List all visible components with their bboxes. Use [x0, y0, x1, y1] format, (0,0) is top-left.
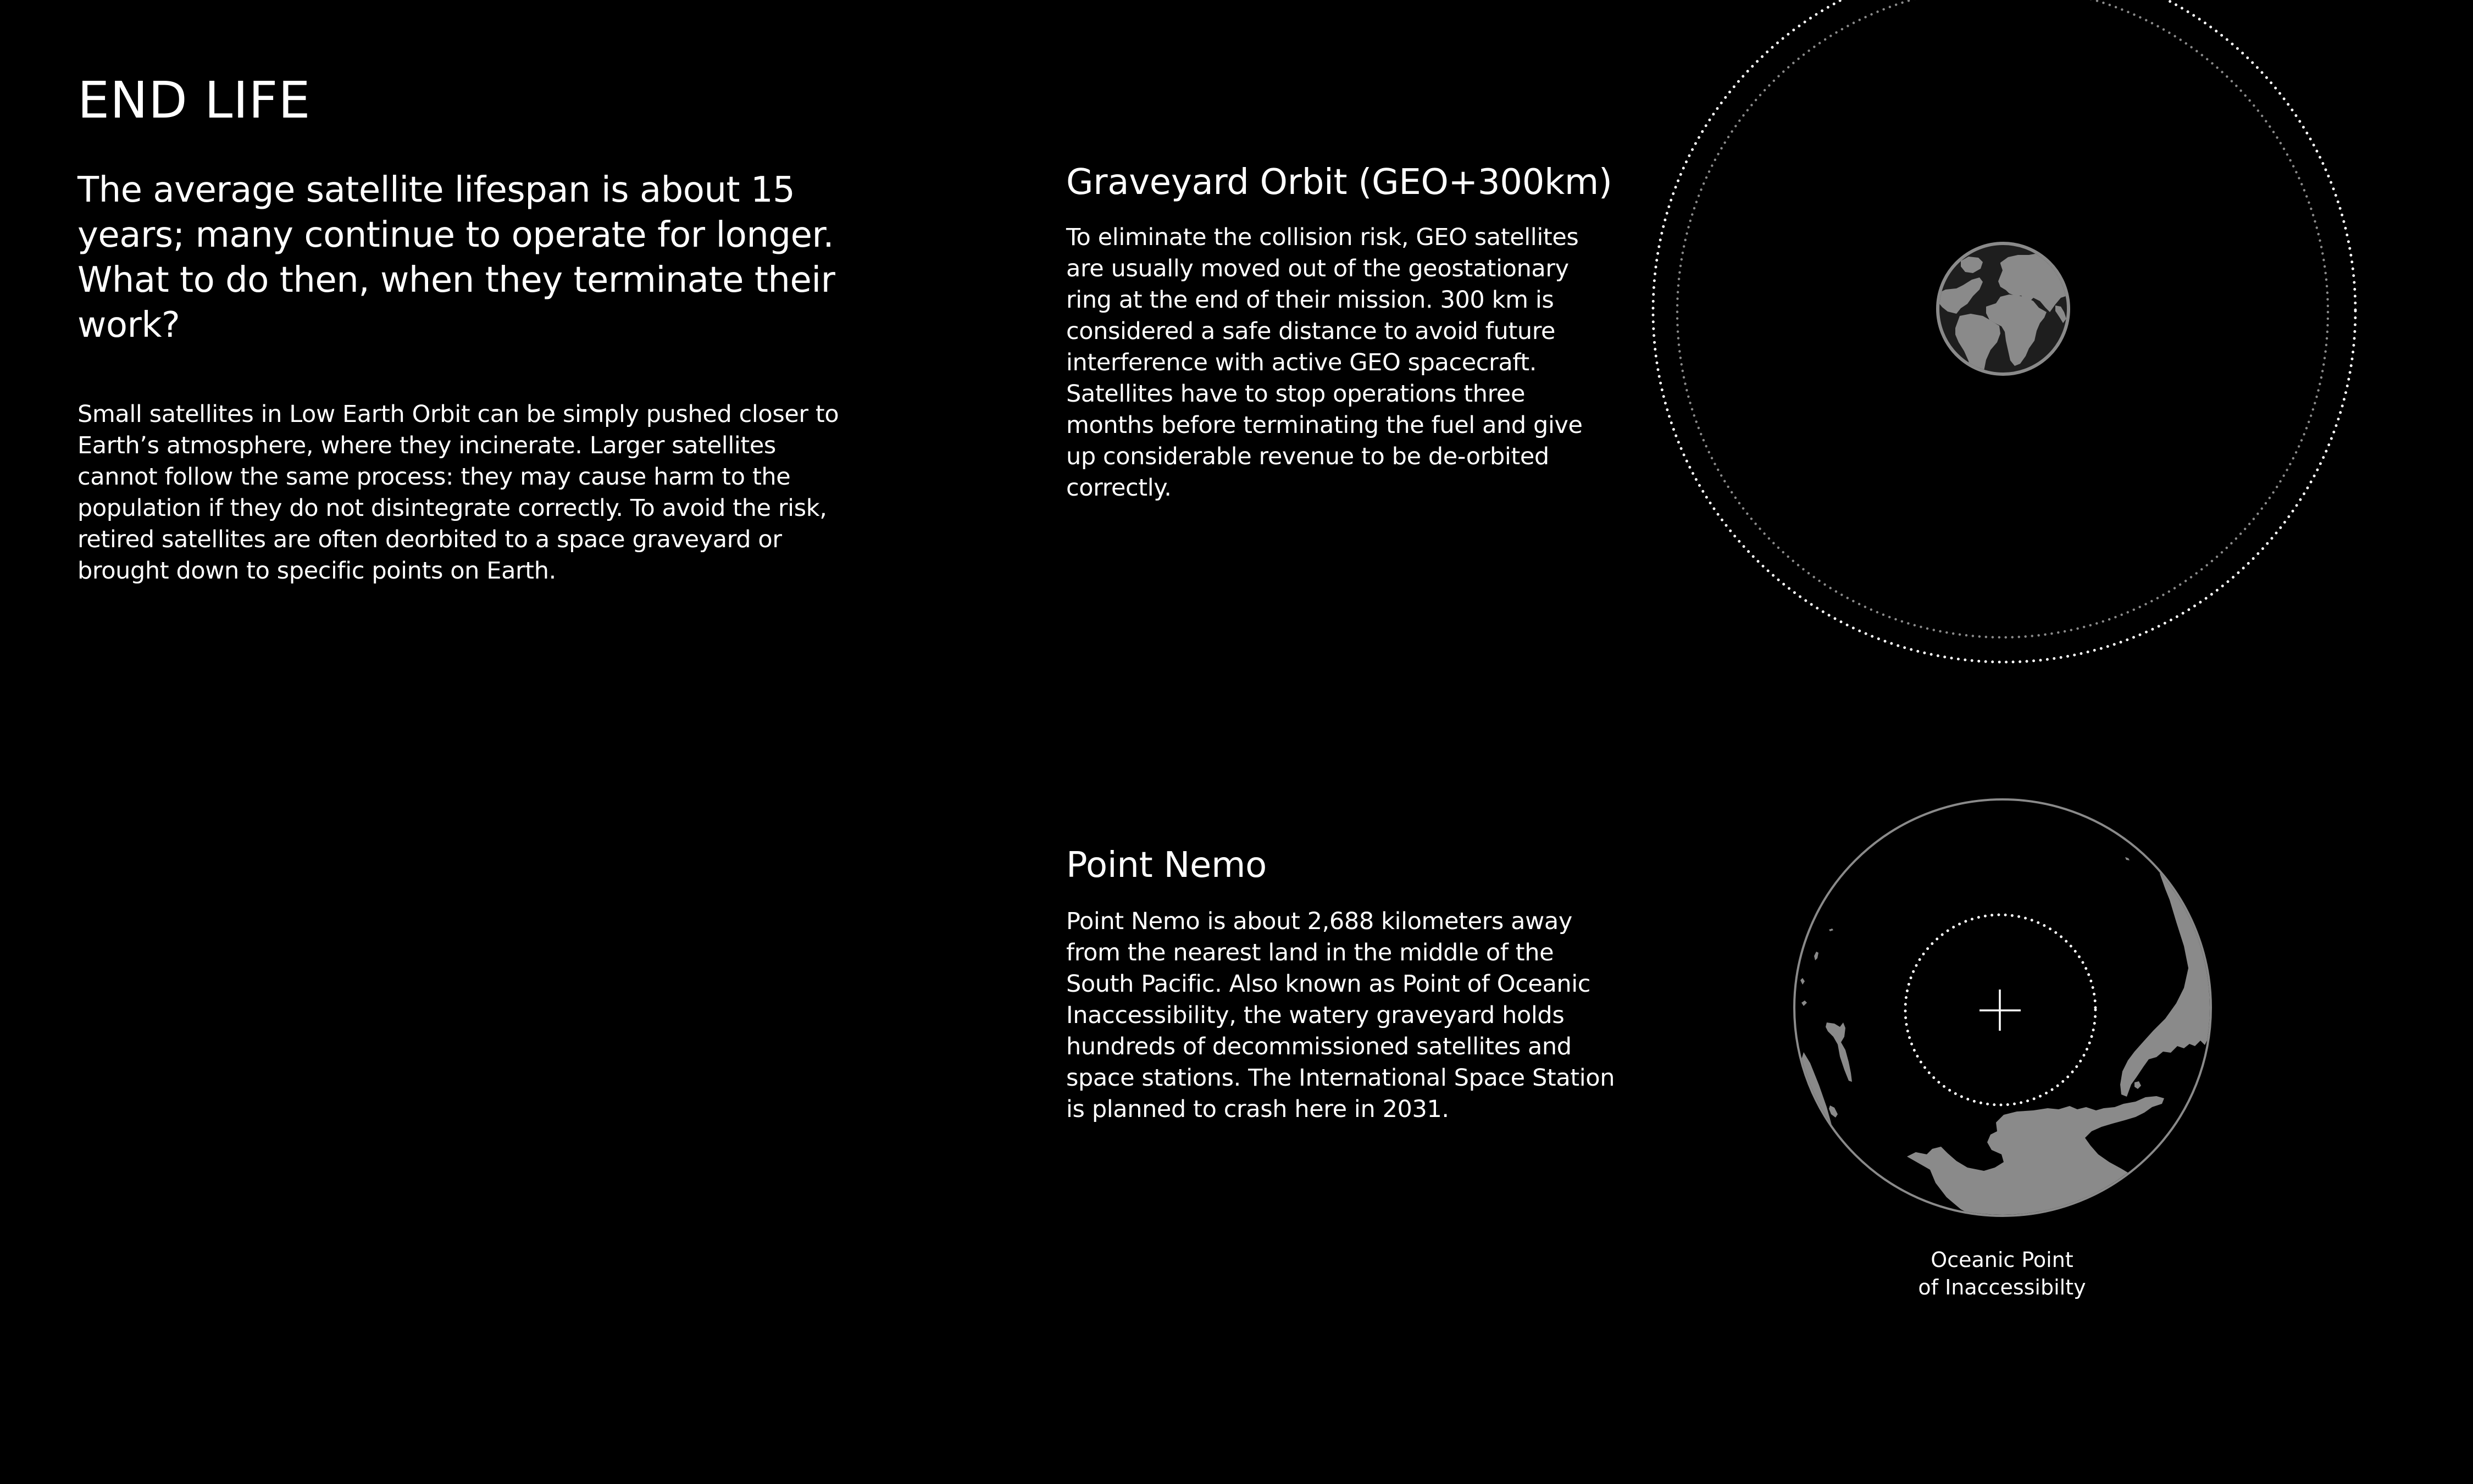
point-nemo-body: Point Nemo is about 2,688 kilometers away from the nearest land in the middle of the South Pacific. Also known as Point of Oceanic Inaccessibility, the watery graveyard holds hundreds of decommissioned satellites and space stations. The International Space Station is planned to crash here in 2031.	[1066, 908, 1615, 1123]
landmasses	[1799, 857, 2213, 1230]
graveyard-orbit-heading: Graveyard Orbit (GEO+300km)	[1066, 162, 1612, 203]
point-nemo-globe	[1770, 780, 2237, 1236]
caption-line-1: Oceanic Point	[1931, 1248, 2073, 1272]
globe-icon	[1933, 243, 2071, 392]
crosshair-icon	[1979, 990, 2021, 1031]
point-nemo-caption	[1892, 1246, 2112, 1301]
point-nemo-heading: Point Nemo	[1066, 845, 1267, 886]
intro-body: Small satellites in Low Earth Orbit can be simply pushed closer to Earth’s atmosphere, where they incinerate. Larger satellites cannot follow the same process: they may cause harm to the population if they do not disintegrate correctly. To avoid the risk, retired satellites are often deorbited to a space graveyard or brought down to specific points on Earth.	[77, 401, 839, 585]
intro-lead: The average satellite lifespan is about 15 years; many continue to operate for longer. What to do then, when they terminate their work?	[77, 170, 835, 346]
caption-line-2: of Inaccessibilty	[1918, 1275, 2086, 1299]
graveyard-orbit-body: To eliminate the collision risk, GEO satellites are usually moved out of the geostationary ring at the end of their mission. 300 km is considered a safe distance to avoid future interference with active GEO spacecraft. Satellites have to stop operations three months before terminating the fuel and give up considerable revenue to be de-orbited correctly.	[1066, 224, 1583, 502]
graveyard-orbit-diagram	[1621, 0, 2391, 692]
page-title: END LIFE	[77, 71, 311, 130]
